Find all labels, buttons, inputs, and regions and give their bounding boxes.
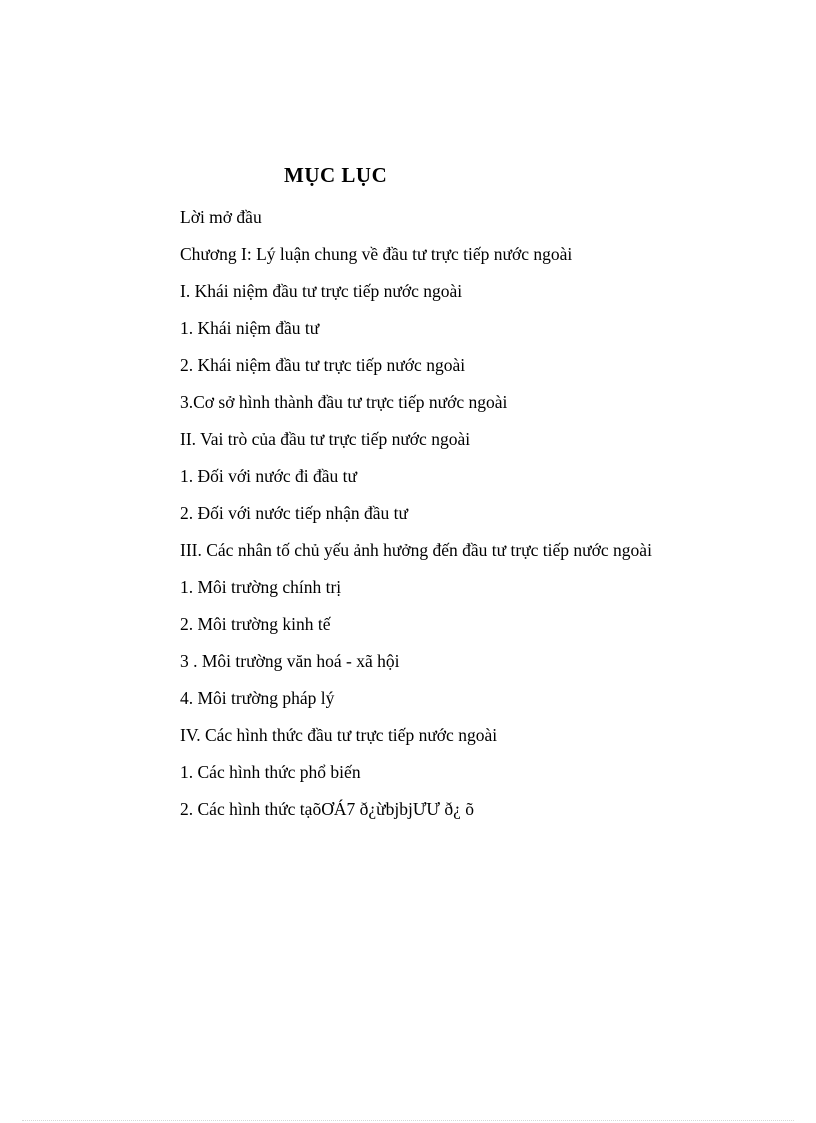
toc-entry-section-4-1: 1. Các hình thức phổ biến (180, 762, 361, 782)
page-bottom-edge (22, 1120, 794, 1121)
toc-entry-section-3-2: 2. Môi trường kinh tế (180, 614, 331, 634)
toc-entry-section-1-3: 3.Cơ sở hình thành đầu tư trực tiếp nước ngoài (180, 392, 508, 412)
page-title: MỤC LỤC (284, 163, 388, 187)
toc-entry-section-2-2: 2. Đối với nước tiếp nhận đầu tư (180, 503, 408, 523)
toc-entry-section-2: II. Vai trò của đầu tư trực tiếp nước ngoài (180, 429, 471, 449)
toc-entry-section-4: IV. Các hình thức đầu tư trực tiếp nước ngoài (180, 725, 498, 745)
toc-entry-section-3-1: 1. Môi trường chính trị (180, 577, 342, 597)
toc-entry-section-1: I. Khái niệm đầu tư trực tiếp nước ngoài (180, 281, 463, 301)
toc-entry-introduction: Lời mở đầu (180, 207, 262, 227)
toc-entry-chapter-1: Chương I: Lý luận chung về đầu tư trực tiếp nước ngoài (180, 244, 573, 264)
table-of-contents (180, 205, 652, 834)
toc-entry-section-3: III. Các nhân tố chủ yếu ảnh hưởng đến đầu tư trực tiếp nước ngoài (180, 540, 652, 560)
toc-entry-section-3-3: 3 . Môi trường văn hoá - xã hội (180, 651, 400, 671)
toc-entry-section-4-2: 2. Các hình thức tạõƠÁ7 ð¿ừbjbjƯƯ ð¿ õ (180, 799, 474, 819)
toc-entry-section-3-4: 4. Môi trường pháp lý (180, 688, 335, 708)
toc-entry-section-1-2: 2. Khái niệm đầu tư trực tiếp nước ngoài (180, 355, 466, 375)
toc-entry-section-1-1: 1. Khái niệm đầu tư (180, 318, 320, 338)
toc-entry-section-2-1: 1. Đối với nước đi đầu tư (180, 466, 357, 486)
